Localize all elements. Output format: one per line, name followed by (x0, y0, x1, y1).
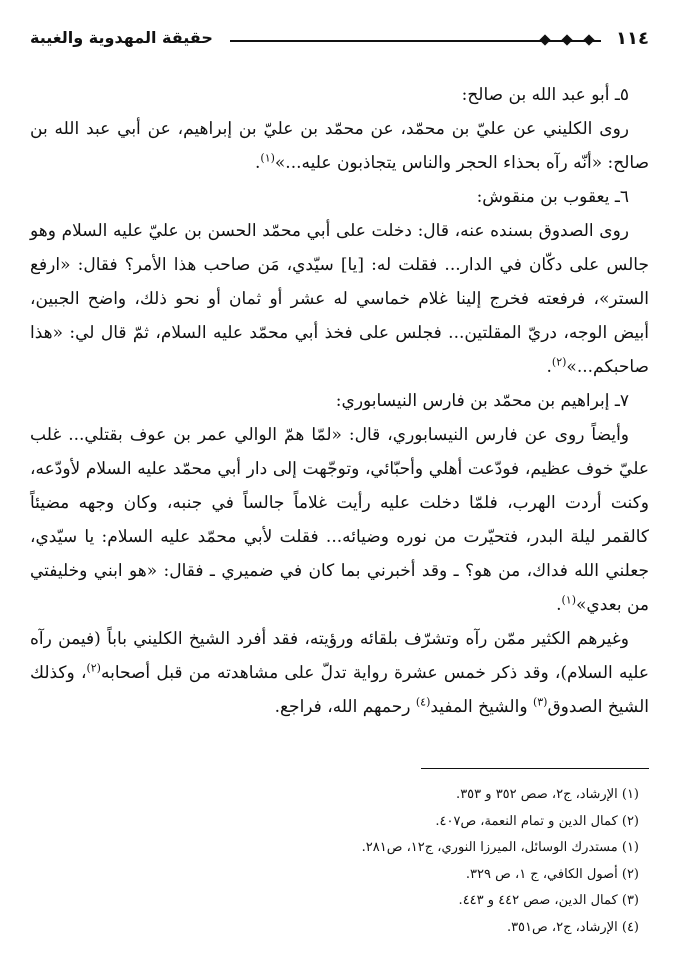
footnote: (١) مستدرك الوسائل، الميرزا النوري، ج١٢، ص٢٨١. (361, 840, 639, 855)
paragraph-text: وأيضاً روى عن فارس النيسابوري، قال: «لمّا همّ الوالي عمر بن عوف بقتلي... غلب عليّ خوف عظيم، فودّعت أهلي وأحبّائي، وتوجّهت إلى دار أبي محمّد عليه السلام لأودّعه، وكنت أردت الهرب، فلمّا دخلت عليه رأيت غلاماً جالساً في جنبه، وكان وجهه مضيئاً كالقمر ليلة البدر، فتحيّرت من نوره وضيائه... فقلت لأبي محمّد عليه السلام: يا سيّدي، جعلني الله فداك، من هو؟ ـ وقد أخبرني بما كان في ضميري ـ فقال: «هو ابني وخليفتي من بعدي» (30, 425, 649, 615)
footnote-ref: (٣) (532, 695, 548, 709)
footnote: (٣) كمال الدين، صص ٤٤٢ و ٤٤٣. (458, 893, 639, 908)
footnote-ref: (٤) (415, 695, 431, 709)
paragraph-text: والشيخ المفيد (430, 697, 533, 717)
section-heading: ٧ـ إبراهيم بن محمّد بن فارس النيسابوري: (335, 391, 629, 411)
footnote: (٢) أصول الكافي، ج ١، ص ٣٢٩. (465, 866, 639, 882)
paragraph: روى الكليني عن عليّ بن محمّد، عن محمّد بن عليّ بن إبراهيم، عن أبي عبد الله بن صالح: «أنّه رآه بحذاء الحجر والناس يتجاذبون عليه...»$^{(١)}$. (30, 119, 649, 173)
paragraph-text: وغيرهم الكثير ممّن رآه وتشرّف بلقائه ورؤيته، فقد أفرد الشيخ الكليني باباً (فيمن رآه عليه السلام)، وقد ذكر خمس عشرة رواية تدلّ على مشاهدته من قبل أصحابه (30, 629, 649, 683)
paragraph-text: ، وكذلك الشيخ الصدوق (30, 663, 649, 717)
diamond-ornament-icon (561, 34, 572, 45)
main-text (30, 78, 649, 724)
paragraph-text: روى الكليني عن عليّ بن محمّد، عن محمّد بن عليّ بن إبراهيم، عن أبي عبد الله بن صالح: «أنّه رآه بحذاء الحجر والناس يتجاذبون عليه...» (30, 119, 649, 173)
footnote-ref: (١) (561, 593, 576, 607)
diamond-ornament-icon (583, 34, 594, 45)
paragraph (30, 622, 649, 724)
paragraph-text: رحمهم الله، فراجع. (274, 697, 416, 717)
page-number: ١١٤ (616, 28, 649, 49)
footnote-ref: (٢) (551, 355, 567, 369)
footnote: (٤) الإرشاد، ج٢، ص٣٥١. (506, 919, 639, 935)
running-header (30, 26, 649, 54)
header-ornament (230, 40, 601, 42)
paragraph-text: روى الصدوق بسنده عنه، قال: دخلت على أبي محمّد الحسن بن عليّ عليه السلام وهو جالس على دكّان في الدار... فقلت له: [يا] سيّدي، مَن صاحب هذا الأمر؟ فقال: «ارفع الستر»، فرفعته فخرج إلينا غلام خماسي له عشر أو ثمان أو نحو ذلك، واضح الجبين، أبيض الوجه، دريّ المقلتين... فجلس على فخذ أبي محمّد عليه السلام، ثمّ قال لي: «هذا صاحبكم...» (30, 221, 649, 377)
section-heading: ٥ـ أبو عبد الله بن صالح: (461, 85, 629, 105)
diamond-ornament-icon (539, 34, 550, 45)
section-heading: ٦ـ يعقوب بن منقوش: (476, 187, 629, 207)
footnotes (30, 782, 649, 941)
footnote: (١) الإرشاد، ج٢، صص ٣٥٢ و ٣٥٣. (456, 787, 639, 802)
paragraph: روى الصدوق بسنده عنه، قال: دخلت على أبي محمّد الحسن بن عليّ عليه السلام وهو جالس على دكّان في الدار... فقلت له: [يا] سيّدي، مَن صاحب هذا الأمر؟ فقال: «ارفع الستر»، فرفعته فخرج إلينا غلام خماسي له عشر أو ثمان أو نحو ذلك، واضح الجبين، أبيض الوجه، دريّ المقلتين... فجلس على فخذ أبي محمّد عليه السلام، ثمّ قال لي: «هذا صاحبكم...»$^{(٢)}$. (30, 221, 649, 377)
footnote: (٢) كمال الدين و تمام النعمة، ص٤٠٧. (435, 813, 639, 829)
paragraph: وأيضاً روى عن فارس النيسابوري، قال: «لمّا همّ الوالي عمر بن عوف بقتلي... غلب عليّ خوف عظيم، فودّعت أهلي وأحبّائي، وتوجّهت إلى دار أبي محمّد عليه السلام لأودّعه، وكنت أردت الهرب، فلمّا دخلت عليه رأيت غلاماً جالساً في جنبه، وكان وجهه مضيئاً كالقمر ليلة البدر، فتحيّرت من نوره وضيائه... فقلت لأبي محمّد عليه السلام: يا سيّدي، جعلني الله فداك، من هو؟ ـ وقد أخبرني بما كان في ضميري ـ فقال: «هو ابني وخليفتي من بعدي»$^{(١)}$. (30, 425, 649, 615)
book-title: حقيقة المهدوية والغيبة (30, 28, 213, 47)
footnote-divider (421, 768, 649, 769)
footnote-ref: (١) (260, 151, 275, 165)
footnote-ref: (٢) (86, 661, 101, 675)
